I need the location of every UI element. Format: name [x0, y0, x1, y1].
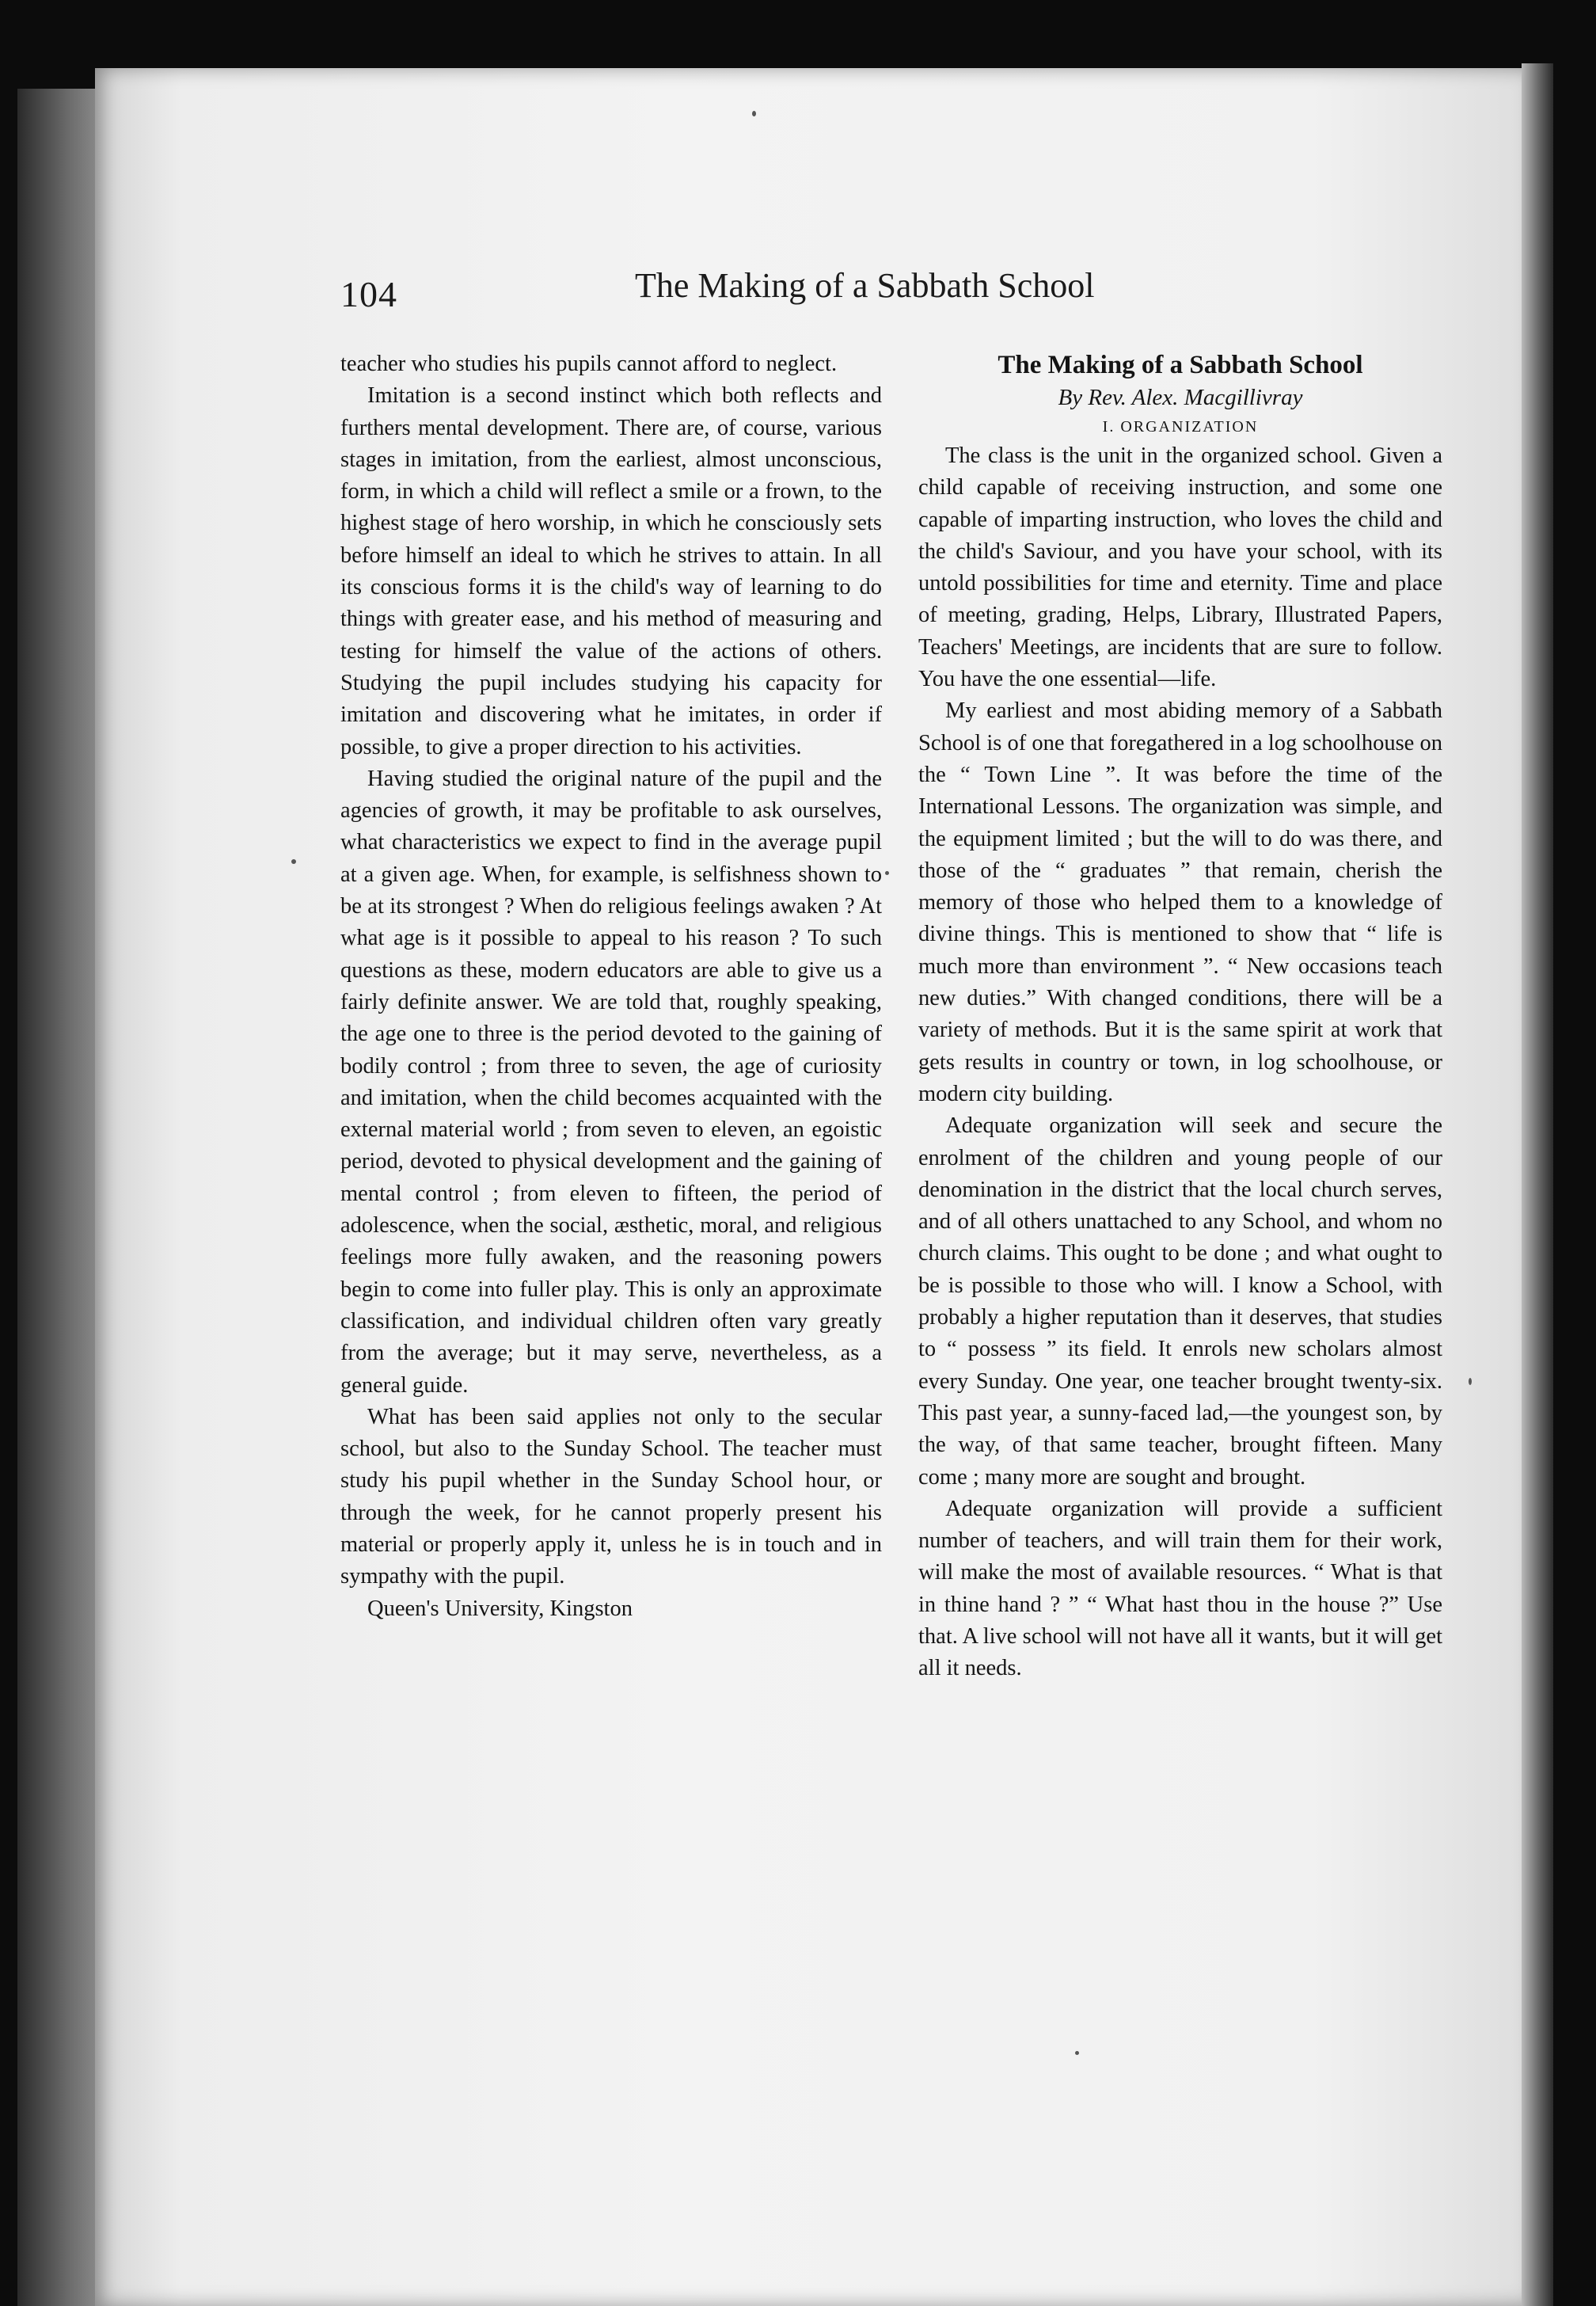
scan-speck	[1469, 1378, 1472, 1385]
section-heading: I. ORGANIZATION	[1102, 418, 1259, 436]
left-paragraph-2: Imitation is a second instinct which both reflects and furthers mental development. There are, of course, various stages in imitation, from the earliest, almost unconscious, form, in which a child will reflect a smile or a frown, to the highest stage of hero worship, in which he consciously sets before himself an ideal to which he strives to attain. In all its conscious forms it is the child's way of learning to do things with greater ease, and his method of measuring and testing for himself the value of the actions of others. Studying the pupil includes studying his capacity for imitation and discovering what he imitates, in order if possible, to give a proper direction to his activities.	[340, 383, 882, 759]
right-column	[918, 348, 1442, 1685]
left-paragraph-3: Having studied the original nature of the pupil and the agencies of growth, it may be profitable to ask ourselves, what characteristics we expect to find in the average pupil at a given age. When, for example, is selfishness shown to be at its strongest ? When do religious feelings awaken ? At what age is it possible to appeal to his reason ? To such questions as these, modern educators are able to give us a fairly definite answer. We are told that, roughly speaking, the age one to three is the period devoted to the gaining of bodily control ; from three to seven, the age of curiosity and imitation, when the child becomes acquainted with the external material world ; from seven to eleven, an egoistic period, devoted to physical development and the gaining of mental control ; from eleven to fifteen, the period of adolescence, when the social, æsthetic, moral, and religious feelings more fully awaken, and the reasoning powers begin to come into fuller play. This is only an approximate classification, and individual children often vary greatly from the average; but it may serve, nevertheless, as a general guide.	[340, 766, 882, 1398]
running-head	[340, 265, 1457, 329]
running-title: The Making of a Sabbath School	[635, 266, 1095, 305]
scan-speck	[752, 111, 756, 116]
scan-speck	[291, 859, 296, 864]
page-number: 104	[340, 274, 397, 314]
left-column	[340, 348, 882, 1625]
author-affiliation: Queen's University, Kingston	[367, 1596, 633, 1621]
left-paragraph-1: teacher who studies his pupils cannot afford to neglect.	[340, 352, 838, 376]
article-title: The Making of a Sabbath School	[998, 351, 1363, 379]
right-paragraph-3: Adequate organization will seek and secure the enrolment of the children and young people of our denomination in the district that the local church serves, and of all others unattached to any School, and whom no church claims. This ought to be done ; and what ought to be is possible to those who will. I know a School, with probably a higher reputation than it deserves, that studies to “ possess ” its field. It enrols new scholars almost every Sunday. One year, one teacher brought twenty-six. This past year, a sunny-faced lad,—the youngest son, by the way, of that same teacher, brought fifteen. Many come ; many more are sought and brought.	[918, 1113, 1442, 1490]
left-paragraph-4: What has been said applies not only to the secular school, but also to the Sunday School. The teacher must study his pupil whether in the Sunday School hour, or through the week, for he cannot properly present his material or properly apply it, unless he is in touch and in sympathy with the pupil.	[340, 1404, 882, 1589]
right-paragraph-1: The class is the unit in the organized school. Given a child capable of receiving instruction, and some one capable of imparting instruction, who loves the child and the child's Saviour, and you have your school, with its untold possibilities for time and eternity. Time and place of meeting, grading, Helps, Library, Illustrated Papers, Teachers' Meetings, are incidents that are sure to follow. You have the one essential—life.	[918, 443, 1442, 692]
scan-speck	[885, 871, 889, 875]
right-paragraph-4: Adequate organization will provide a sufficient number of teachers, and will train them for their work, will make the most of available resources. “ What is that in thine hand ? ” “ What hast thou in the house ?” Use that. A live school will not have all it wants, but it will get all it needs.	[918, 1496, 1442, 1681]
page-fore-edge	[1522, 63, 1553, 2306]
scan-speck	[1075, 2051, 1079, 2055]
right-paragraph-2: My earliest and most abiding memory of a Sabbath School is of one that foregathered in a log schoolhouse on the “ Town Line ”. It was before the time of the International Lessons. The organization was simple, and the equipment limited ; but the will to do was there, and those of the “ graduates ” that remain, cherish the memory of those who helped them to a knowledge of divine things. This is mentioned to show that “ life is much more than environment ”. “ New occasions teach new duties.” With changed conditions, there will be a variety of methods. But it is the same spirit at work that gets results in country or town, in log schoolhouse, or modern city building.	[918, 698, 1442, 1106]
article-byline: By Rev. Alex. Macgillivray	[1058, 385, 1303, 410]
